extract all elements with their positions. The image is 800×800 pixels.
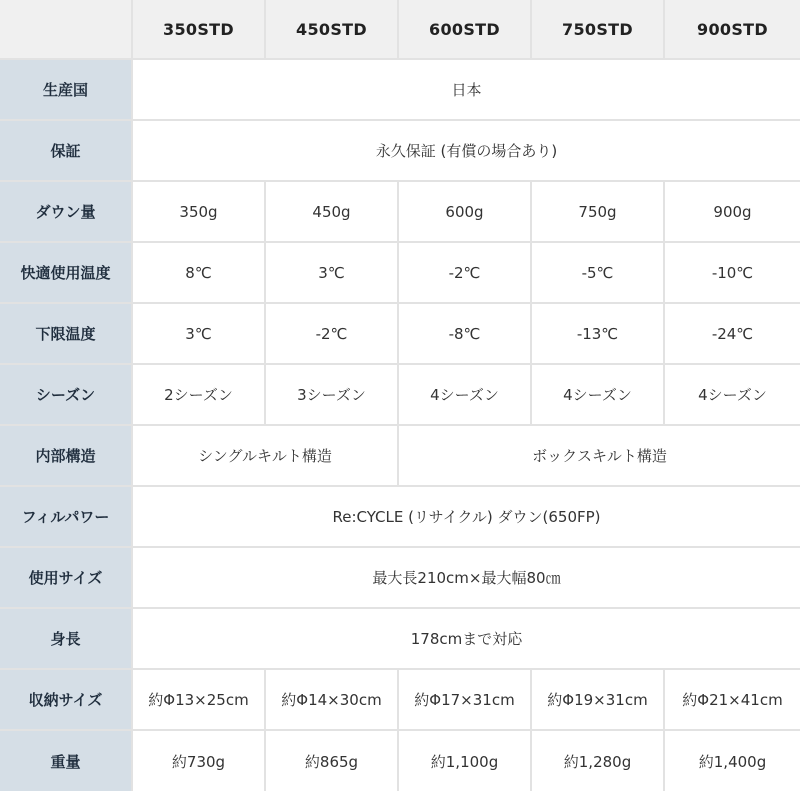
table-cell: 3シーズン: [265, 364, 398, 425]
table-cell: 750g: [531, 181, 664, 242]
table-cell: -13℃: [531, 303, 664, 364]
row-label: 使用サイズ: [0, 547, 132, 608]
header-row: [0, 0, 800, 59]
table-cell: 約1,100g: [398, 730, 531, 791]
row-label: 内部構造: [0, 425, 132, 486]
table-cell: 約Φ21×41cm: [664, 669, 800, 730]
row-fill-power: [0, 486, 800, 547]
row-label: 保証: [0, 120, 132, 181]
table-cell: 3℃: [265, 242, 398, 303]
row-label: シーズン: [0, 364, 132, 425]
row-weight: [0, 730, 800, 791]
row-usage-size: [0, 547, 800, 608]
table-cell: 約1,400g: [664, 730, 800, 791]
table-cell: 約Φ14×30cm: [265, 669, 398, 730]
box-quilt-cell: ボックスキルト構造: [398, 425, 800, 486]
row-label: 重量: [0, 730, 132, 791]
row-label: 快適使用温度: [0, 242, 132, 303]
height-value: 178cmまで対応: [132, 608, 800, 669]
row-label: 下限温度: [0, 303, 132, 364]
row-label: 身長: [0, 608, 132, 669]
row-season: [0, 364, 800, 425]
table-cell: 4シーズン: [664, 364, 800, 425]
table-cell: -8℃: [398, 303, 531, 364]
row-origin: [0, 59, 800, 120]
table-cell: -2℃: [265, 303, 398, 364]
table-cell: 約Φ19×31cm: [531, 669, 664, 730]
table-cell: -10℃: [664, 242, 800, 303]
model-header: 450STD: [265, 0, 398, 59]
row-label: 収納サイズ: [0, 669, 132, 730]
warranty-value: 永久保証 (有償の場合あり): [132, 120, 800, 181]
origin-value: 日本: [132, 59, 800, 120]
table-cell: 2シーズン: [132, 364, 265, 425]
table-cell: 900g: [664, 181, 800, 242]
row-storage-size: [0, 669, 800, 730]
table-cell: 8℃: [132, 242, 265, 303]
table-cell: 約Φ13×25cm: [132, 669, 265, 730]
row-label: 生産国: [0, 59, 132, 120]
model-header: 900STD: [664, 0, 800, 59]
model-header: 750STD: [531, 0, 664, 59]
table-cell: -24℃: [664, 303, 800, 364]
model-header: 350STD: [132, 0, 265, 59]
row-lower-limit-temp: [0, 303, 800, 364]
model-header: 600STD: [398, 0, 531, 59]
table-cell: 約865g: [265, 730, 398, 791]
table-cell: 350g: [132, 181, 265, 242]
usage-size-value: 最大長210cm×最大幅80㎝: [132, 547, 800, 608]
single-quilt-cell: シングルキルト構造: [132, 425, 398, 486]
table-cell: -5℃: [531, 242, 664, 303]
fill-power-value: Re:CYCLE (リサイクル) ダウン(650FP): [132, 486, 800, 547]
row-label: フィルパワー: [0, 486, 132, 547]
row-comfort-temp: [0, 242, 800, 303]
row-warranty: [0, 120, 800, 181]
table-cell: 約730g: [132, 730, 265, 791]
table-cell: 約1,280g: [531, 730, 664, 791]
table-cell: 4シーズン: [531, 364, 664, 425]
table-cell: 4シーズン: [398, 364, 531, 425]
row-construction: [0, 425, 800, 486]
row-down-amount: [0, 181, 800, 242]
table-cell: 450g: [265, 181, 398, 242]
table-cell: 3℃: [132, 303, 265, 364]
table-cell: -2℃: [398, 242, 531, 303]
corner-cell: [0, 0, 132, 59]
table-cell: 600g: [398, 181, 531, 242]
row-label: ダウン量: [0, 181, 132, 242]
row-height: [0, 608, 800, 669]
table-cell: 約Φ17×31cm: [398, 669, 531, 730]
